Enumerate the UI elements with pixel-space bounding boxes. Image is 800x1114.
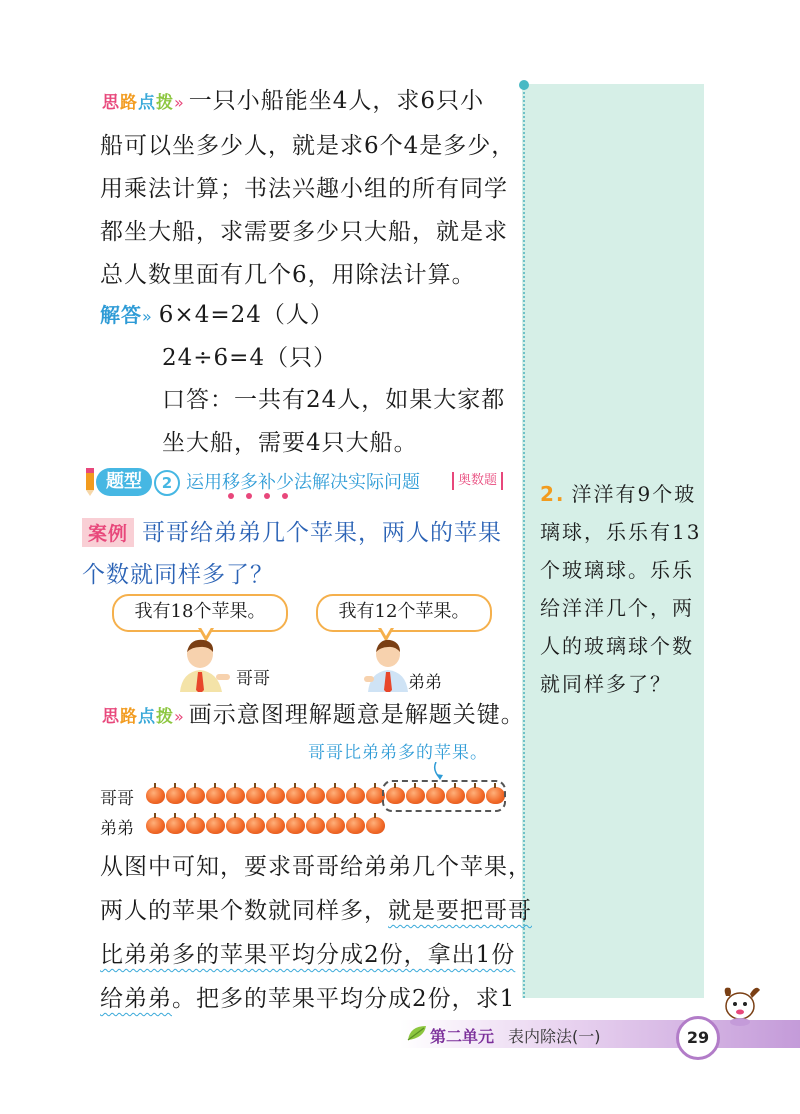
younger-brother-label: 弟弟 [408, 673, 442, 693]
apple-icon [266, 817, 285, 834]
leaf-icon [406, 1024, 428, 1042]
apple-row-younger [146, 814, 385, 834]
apple-icon [246, 817, 265, 834]
type-pill: 题型 [96, 468, 152, 496]
hint1-line-2: 船可以坐多少人，就是求6个4是多少， [100, 133, 516, 159]
hint-tag-mark-icon: » [174, 707, 185, 726]
hint1-line-3: 用乘法计算；书法兴趣小组的所有同学 [100, 176, 508, 202]
curved-arrow-icon [430, 762, 450, 782]
page-number: 29 [676, 1016, 720, 1060]
hint-tag-char: 思 [102, 707, 120, 727]
footer-title: 表内除法(一) [508, 1027, 601, 1046]
apple-icon [346, 787, 365, 804]
diagram-row-label-younger: 弟弟 [100, 819, 134, 839]
sidebar-line-6: 就同样多了？ [540, 672, 672, 696]
apple-icon [286, 787, 305, 804]
hint1-line-1 [102, 82, 484, 115]
type-title [186, 468, 420, 494]
type-title-marked: 补 [258, 472, 276, 493]
hint2-text: 画示意图理解题意是解题关键。 [188, 702, 525, 728]
hint-tag-mark-icon: » [174, 93, 185, 112]
case-text: 哥哥给弟弟几个苹果，两人的苹果 [142, 520, 503, 546]
apple-icon [226, 817, 245, 834]
hint-tag-char: 拨 [156, 707, 174, 727]
type-number: 2 [154, 470, 180, 496]
speech-bubble-left: 我有18个苹果。 [112, 594, 288, 632]
apple-icon [166, 817, 185, 834]
apple-icon [306, 817, 325, 834]
explanation-plain: 两人的苹果个数就同样多， [100, 898, 388, 924]
sidebar-text: 洋洋有9个玻 [571, 482, 697, 506]
case-tag: 案例 [82, 518, 134, 547]
apple-icon [166, 787, 185, 804]
apple-icon [286, 817, 305, 834]
hint-tag-char: 路 [120, 707, 138, 727]
apple-icon [246, 787, 265, 804]
speech-bubble-tail-fill [200, 626, 212, 636]
divider-dot [519, 80, 529, 90]
hint1-line-4: 都坐大船，求需要多少只大船，就是求 [100, 219, 508, 245]
case-line-1 [82, 514, 502, 547]
answer-equation-2: 24÷6=4（只） [162, 345, 338, 371]
answer-line-1 [100, 296, 334, 329]
older-brother-label: 哥哥 [236, 669, 270, 689]
explanation-wavy: 给弟弟 [100, 986, 172, 1012]
hint1-text: 一只小船能坐4人，求6只小 [188, 88, 485, 114]
extra-apples-box [382, 780, 506, 812]
hint-tag [102, 707, 174, 727]
explanation-plain: 。把多的苹果平均分成2份，求1 [172, 986, 516, 1012]
apple-icon [146, 817, 165, 834]
apple-icon [366, 817, 385, 834]
sidebar-line-4: 给洋洋几个，两 [540, 596, 694, 620]
hint-tag-char: 路 [120, 93, 138, 113]
hint-tag-char: 拨 [156, 93, 174, 113]
hint-tag-char: 点 [138, 93, 156, 113]
case-line-2: 个数就同样多了？ [82, 562, 274, 588]
answer-tag-mark-icon: » [142, 307, 153, 326]
apple-icon [266, 787, 285, 804]
mascot-icon [716, 982, 766, 1026]
type-title-post: 法解决实际问题 [294, 472, 420, 493]
apple-icon [146, 787, 165, 804]
sidebar-line-5: 人的玻璃球个数 [540, 634, 694, 658]
apple-icon [206, 817, 225, 834]
explanation-line-1: 从图中可知，要求哥哥给弟弟几个苹果， [100, 854, 532, 880]
hint-tag [102, 93, 174, 113]
apple-icon [346, 817, 365, 834]
apple-icon [186, 817, 205, 834]
younger-brother-icon [364, 638, 412, 692]
explanation-line-2 [100, 892, 532, 925]
older-brother-icon [176, 638, 232, 692]
sidebar-line-1 [540, 478, 696, 507]
apple-icon [226, 787, 245, 804]
type-title-marked: 多 [240, 472, 258, 493]
speech-bubble-right: 我有12个苹果。 [316, 594, 492, 632]
explanation-wavy: 就是要把哥哥 [388, 898, 532, 924]
apple-icon [206, 787, 225, 804]
diagram-row-label-older: 哥哥 [100, 789, 134, 809]
hint2-line [102, 696, 525, 729]
type-title-pre: 运用 [186, 472, 222, 493]
answer-tag: 解答 [100, 303, 142, 327]
diagram-note: 哥哥比弟弟多的苹果。 [308, 743, 488, 763]
apple-icon [326, 817, 345, 834]
answer-oral-1: 口答：一共有24人，如果大家都 [162, 387, 506, 413]
answer-oral-2: 坐大船，需要4只大船。 [162, 430, 418, 456]
exercise-number: 2. [540, 482, 566, 506]
olympiad-badge: 奥数题 [452, 472, 503, 490]
answer-equation-1: 6×4=24（人） [158, 302, 334, 328]
type-title-marked: 移 [222, 472, 240, 493]
apple-icon [186, 787, 205, 804]
hint1-line-5: 总人数里面有几个6，用除法计算。 [100, 262, 476, 288]
speech-bubble-tail-fill [380, 626, 392, 636]
apple-icon [306, 787, 325, 804]
type-header [82, 466, 522, 498]
hint-tag-char: 思 [102, 93, 120, 113]
sidebar-line-3: 个玻璃球。乐乐 [540, 558, 694, 582]
footer-unit: 第二单元 [430, 1027, 495, 1046]
explanation-line-3: 比弟弟多的苹果平均分成2份，拿出1份 [100, 942, 516, 968]
apple-icon [326, 787, 345, 804]
explanation-line-4 [100, 980, 515, 1013]
hint-tag-char: 点 [138, 707, 156, 727]
type-title-marked: 少 [276, 472, 294, 493]
sidebar-line-2: 璃球，乐乐有13 [540, 520, 702, 544]
